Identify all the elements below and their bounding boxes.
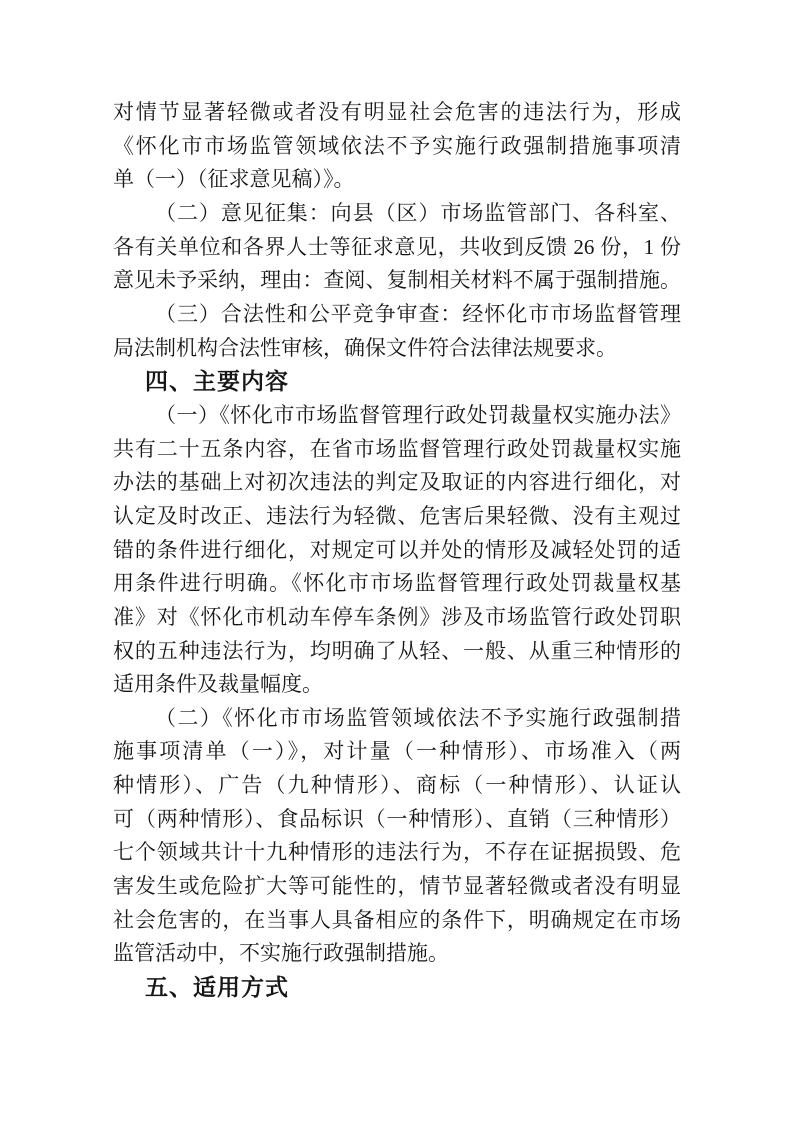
text-line: 《怀化市市场监管领域依法不予实施行政强制措施事项清: [113, 133, 681, 158]
text-line: 监管活动中，不实施行政强制措施。: [113, 941, 449, 966]
text-line: 准》对《怀化市机动车停车条例》涉及市场监管行政处罚职: [113, 604, 681, 629]
text-line: 办法的基础上对初次违法的判定及取证的内容进行细化，对: [113, 470, 681, 495]
text-line: 各有关单位和各界人士等征求意见，共收到反馈 26 份，1 份: [113, 234, 681, 259]
text-line: 对情节显著轻微或者没有明显社会危害的违法行为，形成: [113, 100, 681, 124]
text-line: （二）意见征集：向县（区）市场监管部门、各科室、: [155, 200, 681, 225]
text-line: 种情形）、广告（九种情形）、商标（一种情形）、认证认: [113, 773, 681, 798]
text-line: 施事项清单（一）》，对计量（一种情形）、市场准入（两: [113, 739, 681, 764]
text-line: 认定及时改正、违法行为轻微、危害后果轻微、没有主观过: [113, 503, 681, 528]
text-line: 适用条件及裁量幅度。: [113, 672, 323, 697]
text-line: 用条件进行明确。《怀化市市场监督管理行政处罚裁量权基: [113, 571, 681, 596]
text-line: 共有二十五条内容，在省市场监督管理行政处罚裁量权实施: [113, 436, 681, 461]
text-line: （二）《怀化市市场监管领域依法不予实施行政强制措: [155, 705, 681, 730]
text-line: 社会危害的，在当事人具备相应的条件下，明确规定在市场: [113, 907, 681, 932]
section-heading: 五、适用方式: [145, 974, 289, 1001]
text-line: （三）合法性和公平竞争审查：经怀化市市场监督管理: [155, 301, 681, 326]
section-heading: 四、主要内容: [145, 368, 289, 395]
text-line: 意见未予采纳，理由：查阅、复制相关材料不属于强制措施。: [113, 268, 681, 293]
text-line: 七个领域共计十九种情形的违法行为，不存在证据损毁、危: [113, 840, 681, 865]
text-line: 权的五种违法行为，均明确了从轻、一般、从重三种情形的: [113, 638, 681, 663]
text-line: 害发生或危险扩大等可能性的，情节显著轻微或者没有明显: [113, 874, 681, 899]
text-line: 错的条件进行细化，对规定可以并处的情形及减轻处罚的适: [113, 537, 681, 562]
text-line: 可（两种情形）、食品标识（一种情形）、直销（三种情形）: [113, 806, 681, 831]
text-line: 局法制机构合法性审核，确保文件符合法律法规要求。: [113, 335, 617, 360]
text-line: （一）《怀化市市场监督管理行政处罚裁量权实施办法》: [155, 402, 681, 427]
text-line: 单（一）（征求意见稿）》。: [113, 167, 355, 192]
document-body: [113, 96, 681, 1005]
